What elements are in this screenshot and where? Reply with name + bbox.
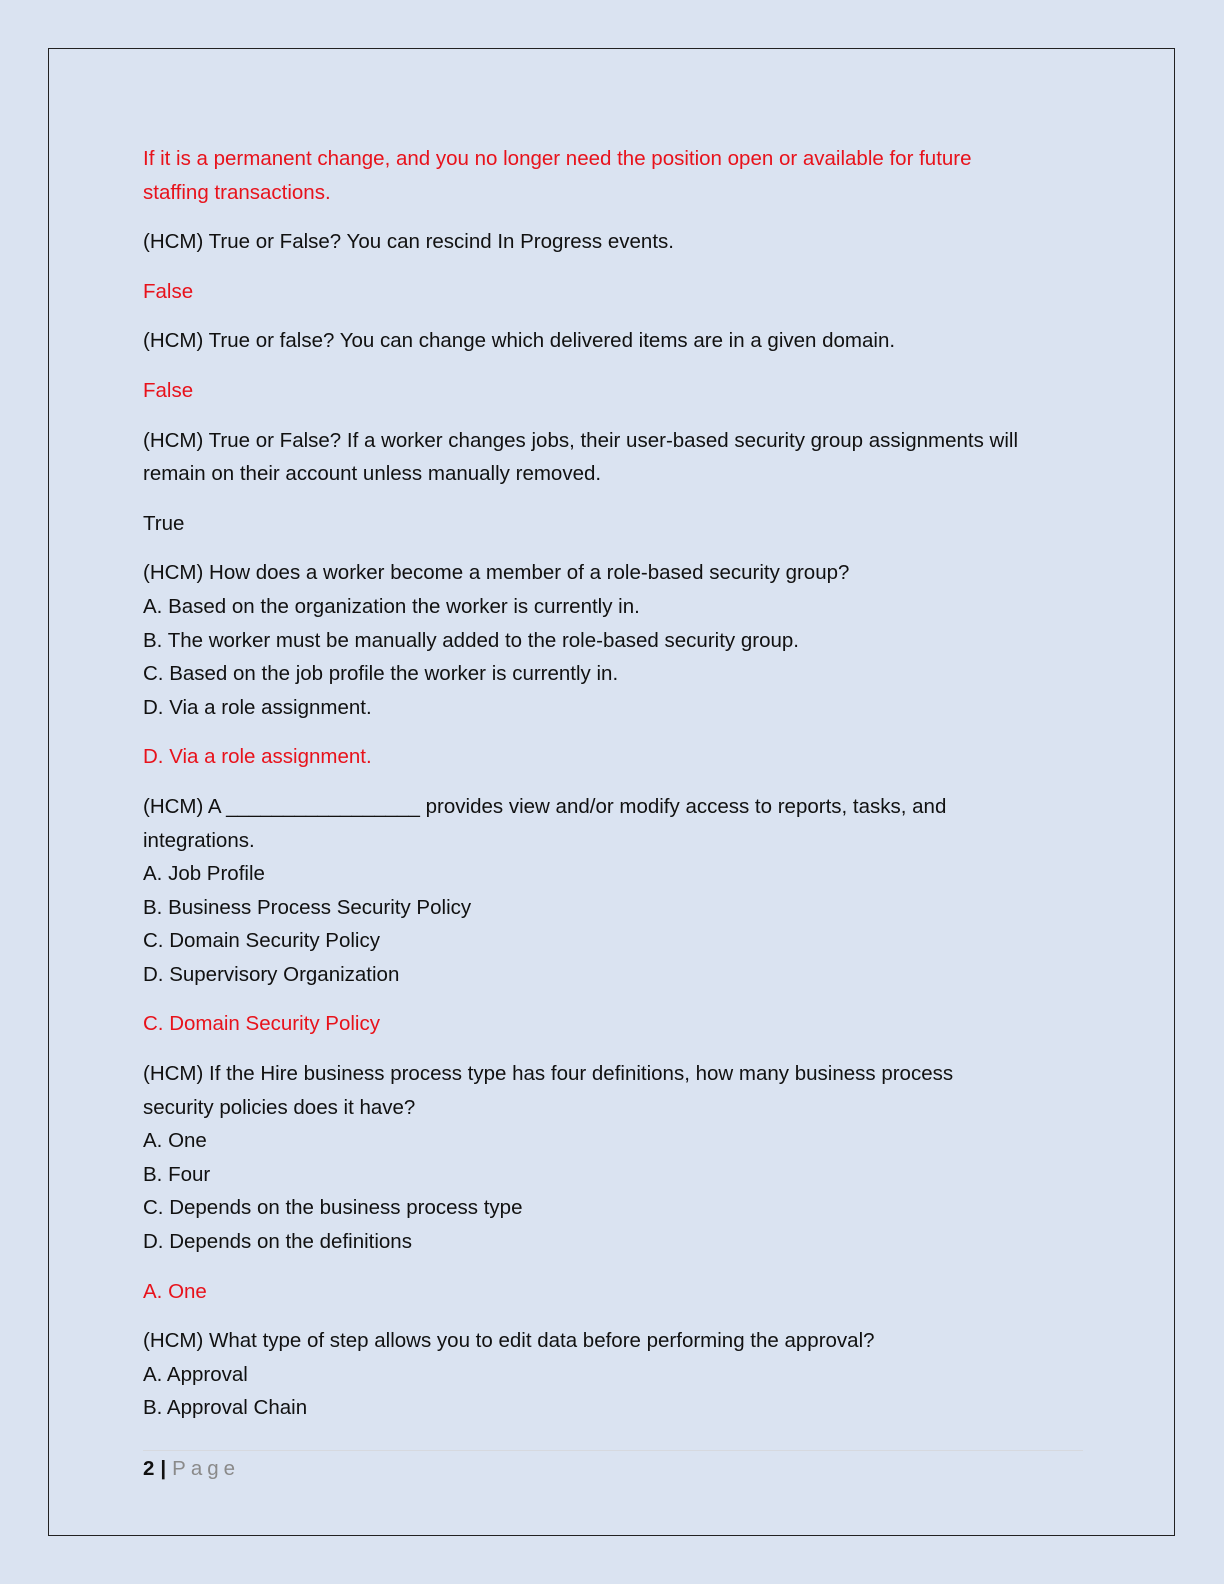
- text-line: B. Business Process Security Policy: [143, 895, 472, 919]
- text-line: C. Domain Security Policy: [143, 929, 380, 953]
- answer-block: [143, 1007, 1083, 1041]
- question-block: [143, 1057, 1083, 1259]
- footer-divider: [143, 1450, 1083, 1451]
- text-line: remain on their account unless manually removed.: [143, 462, 602, 486]
- question-block: [143, 225, 1083, 259]
- text-line: C. Depends on the business process type: [143, 1196, 523, 1220]
- text-line: If it is a permanent change, and you no longer need the position open or available for future: [143, 147, 972, 170]
- text-line: (HCM) True or False? You can rescind In Progress events.: [143, 230, 674, 254]
- text-line: security policies does it have?: [143, 1095, 416, 1119]
- text-line: (HCM) If the Hire business process type has four definitions, how many business process: [143, 1062, 954, 1086]
- text-line: D. Supervisory Organization: [143, 962, 400, 986]
- page-footer: [143, 1456, 240, 1482]
- page-number: 2: [143, 1457, 155, 1480]
- text-line: (HCM) True or false? You can change which delivered items are in a given domain.: [143, 329, 896, 353]
- text-line: staffing transactions.: [143, 180, 331, 204]
- text-line: integrations.: [143, 828, 255, 852]
- text-line: True: [143, 511, 185, 535]
- question-block: [143, 324, 1083, 358]
- text-line: A. Approval: [143, 1362, 248, 1386]
- text-line: C. Domain Security Policy: [143, 1012, 380, 1036]
- question-block: [143, 790, 1083, 992]
- answer-block: [143, 142, 1083, 209]
- text-line: B. Four: [143, 1162, 211, 1186]
- question-block: [143, 1324, 1083, 1425]
- footer-separator: |: [160, 1457, 167, 1480]
- text-line: C. Based on the job profile the worker is currently in.: [143, 662, 619, 686]
- question-block: [143, 424, 1083, 491]
- text-line: (HCM) A _________________ provides view and/or modify access to reports, tasks, and: [143, 794, 947, 818]
- text-line: B. The worker must be manually added to the role-based security group.: [143, 628, 799, 652]
- text-line: False: [143, 279, 194, 303]
- text-line: False: [143, 378, 194, 402]
- question-block: [143, 556, 1083, 724]
- document-body: [143, 142, 1083, 1425]
- text-line: B. Approval Chain: [143, 1396, 308, 1420]
- text-line: A. One: [143, 1279, 207, 1303]
- text-line: D. Via a role assignment.: [143, 745, 372, 769]
- answer-block: [143, 1275, 1083, 1309]
- page-label: Page: [172, 1457, 241, 1480]
- answer-block: [143, 374, 1083, 408]
- text-line: (HCM) What type of step allows you to edit data before performing the approval?: [143, 1329, 875, 1353]
- text-line: A. One: [143, 1129, 207, 1153]
- text-line: A. Job Profile: [143, 862, 265, 886]
- text-line: A. Based on the organization the worker is currently in.: [143, 594, 640, 618]
- text-line: (HCM) True or False? If a worker changes jobs, their user-based security group assignments will: [143, 428, 1019, 452]
- text-line: D. Via a role assignment.: [143, 695, 372, 719]
- text-line: (HCM) How does a worker become a member of a role-based security group?: [143, 561, 850, 585]
- question-block: [143, 507, 1083, 541]
- text-line: D. Depends on the definitions: [143, 1230, 412, 1254]
- answer-block: [143, 740, 1083, 774]
- answer-block: [143, 275, 1083, 309]
